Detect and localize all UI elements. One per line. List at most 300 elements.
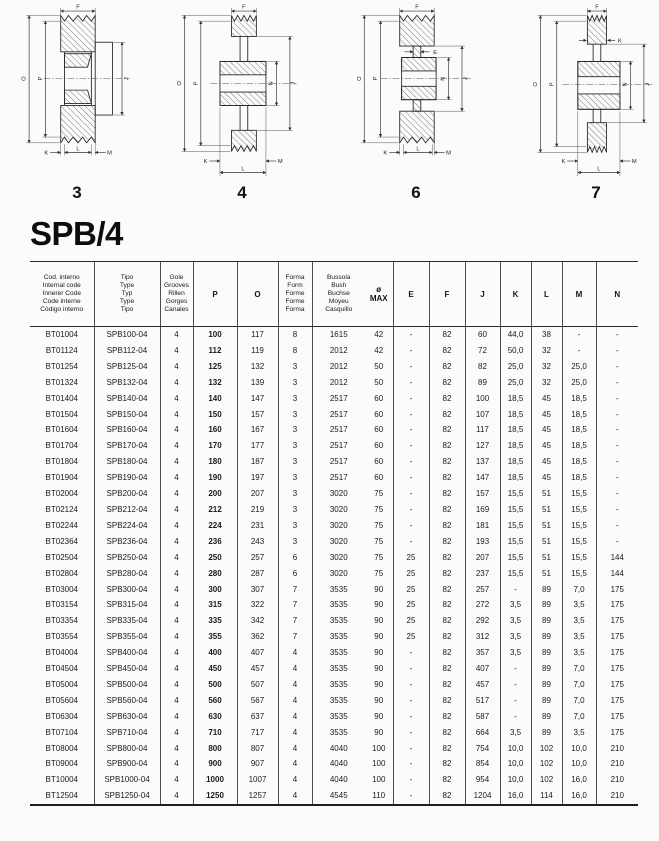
- drawing-number-4: 4: [237, 183, 247, 202]
- table-cell: -: [500, 661, 531, 677]
- table-cell: 3535: [312, 709, 365, 725]
- table-cell: BT02504: [45, 552, 78, 562]
- table-cell: BT01404: [45, 393, 78, 403]
- table-cell: 200: [193, 486, 237, 502]
- table-cell: 3: [278, 534, 312, 550]
- table-cell: 587: [465, 709, 500, 725]
- table-cell: 117: [465, 422, 500, 438]
- table-cell: 82: [429, 375, 465, 391]
- table-cell: 89: [531, 693, 562, 709]
- table-cell: 147: [465, 470, 500, 486]
- drawing-number-3: 3: [72, 183, 82, 202]
- table-cell: SPB140-04: [94, 391, 160, 407]
- table-cell: SPB190-04: [94, 470, 160, 486]
- table-cell: BT01324: [45, 377, 78, 387]
- pulley-section-7-drawing: [521, 2, 659, 184]
- table-cell: 407: [237, 645, 278, 661]
- dim-label-k: K: [44, 150, 49, 157]
- table-row: [30, 438, 638, 454]
- dim-label-f: F: [76, 4, 80, 11]
- table-cell: -: [500, 709, 531, 725]
- table-cell: 90: [374, 632, 384, 642]
- table-row: [30, 741, 638, 757]
- drawing-number-7: 7: [591, 183, 601, 202]
- table-cell: 82: [429, 597, 465, 613]
- table-cell: 7: [278, 613, 312, 629]
- table-cell: 25: [393, 613, 429, 629]
- table-cell: SPB315-04: [94, 597, 160, 613]
- table-cell: -: [393, 327, 429, 343]
- table-cell: 7,0: [562, 677, 596, 693]
- table-cell: 82: [429, 454, 465, 470]
- table-cell: -: [596, 422, 638, 438]
- table-cell: 8: [278, 327, 312, 343]
- table-cell: 630: [193, 709, 237, 725]
- table-cell: 169: [465, 502, 500, 518]
- table-cell: 2012: [312, 343, 365, 359]
- table-cell: -: [596, 375, 638, 391]
- table-cell: 18,5: [500, 438, 531, 454]
- table-cell: 75: [374, 520, 384, 530]
- table-cell: 82: [429, 677, 465, 693]
- table-row: [30, 359, 638, 375]
- table-cell: 175: [596, 629, 638, 645]
- table-cell: 90: [374, 616, 384, 626]
- dim-label-l: L: [597, 166, 601, 173]
- table-cell: BT01504: [45, 409, 78, 419]
- table-cell: 4: [160, 741, 193, 757]
- table-cell: 25: [393, 566, 429, 582]
- header-e: E: [393, 262, 429, 327]
- table-cell: 89: [531, 597, 562, 613]
- table-cell: 89: [531, 725, 562, 741]
- header-bush: Bussola Bush Buchse Moyeu Casquillo: [312, 262, 365, 327]
- table-cell: -: [596, 438, 638, 454]
- table-cell: -: [596, 486, 638, 502]
- table-cell: 100: [465, 391, 500, 407]
- table-cell: 82: [429, 422, 465, 438]
- table-cell: 307: [237, 582, 278, 598]
- table-cell: 3020: [312, 534, 365, 550]
- table-cell: 4: [160, 788, 193, 805]
- table-cell: BT01124: [45, 345, 78, 355]
- table-cell: SPB160-04: [94, 422, 160, 438]
- table-cell: 82: [429, 359, 465, 375]
- table-cell: 3,5: [500, 645, 531, 661]
- table-cell: 45: [531, 438, 562, 454]
- table-cell: 4: [160, 343, 193, 359]
- dim-label-j: J: [645, 82, 652, 86]
- table-row: [30, 502, 638, 518]
- table-cell: 89: [531, 645, 562, 661]
- table-cell: 32: [531, 375, 562, 391]
- table-cell: 82: [429, 407, 465, 423]
- table-cell: 1257: [237, 788, 278, 805]
- table-cell: 3535: [312, 613, 365, 629]
- dim-label-n: N: [622, 82, 629, 87]
- table-cell: 4: [160, 772, 193, 788]
- pulley-section-3-drawing: [2, 2, 152, 184]
- table-cell: 181: [465, 518, 500, 534]
- table-cell: 800: [193, 741, 237, 757]
- table-row: [30, 534, 638, 550]
- table-cell: 16,0: [562, 772, 596, 788]
- table-cell: SPB1000-04: [94, 772, 160, 788]
- table-cell: 32: [531, 343, 562, 359]
- table-cell: SPB125-04: [94, 359, 160, 375]
- table-cell: 2517: [312, 422, 365, 438]
- table-cell: 3,5: [500, 629, 531, 645]
- table-cell: 300: [193, 582, 237, 598]
- drawings-row: [0, 0, 659, 206]
- pulley-section-6-drawing: [341, 2, 491, 184]
- table-row: [30, 772, 638, 788]
- table-cell: -: [393, 422, 429, 438]
- drawing-form-6: [341, 2, 491, 202]
- table-cell: 82: [429, 534, 465, 550]
- table-cell: 100: [193, 327, 237, 343]
- table-cell: -: [596, 518, 638, 534]
- table-cell: 175: [596, 582, 638, 598]
- table-cell: 51: [531, 550, 562, 566]
- table-cell: 212: [193, 502, 237, 518]
- table-cell: 75: [374, 552, 384, 562]
- table-cell: 45: [531, 470, 562, 486]
- table-cell: 3535: [312, 645, 365, 661]
- table-cell: 664: [465, 725, 500, 741]
- table-row: [30, 327, 638, 343]
- table-cell: 18,5: [562, 407, 596, 423]
- table-cell: 637: [237, 709, 278, 725]
- table-cell: -: [393, 502, 429, 518]
- table-cell: 82: [429, 550, 465, 566]
- table-cell: 4: [278, 693, 312, 709]
- table-cell: 3535: [312, 661, 365, 677]
- table-cell: SPB180-04: [94, 454, 160, 470]
- table-cell: 224: [193, 518, 237, 534]
- table-cell: 4040: [312, 772, 365, 788]
- table-cell: 4: [278, 645, 312, 661]
- table-cell: 4: [278, 756, 312, 772]
- table-cell: 407: [465, 661, 500, 677]
- table-cell: 82: [429, 756, 465, 772]
- table-cell: 18,5: [500, 470, 531, 486]
- table-cell: 140: [193, 391, 237, 407]
- table-cell: 60: [374, 409, 384, 419]
- table-cell: 15,5: [500, 502, 531, 518]
- table-row: [30, 391, 638, 407]
- table-cell: 357: [465, 645, 500, 661]
- table-cell: 807: [237, 741, 278, 757]
- table-cell: 4: [278, 661, 312, 677]
- table-cell: 18,5: [500, 454, 531, 470]
- table-cell: 89: [531, 661, 562, 677]
- table-cell: -: [596, 454, 638, 470]
- table-cell: 219: [237, 502, 278, 518]
- header-k: K: [500, 262, 531, 327]
- table-cell: 75: [374, 489, 384, 499]
- table-cell: 4: [160, 486, 193, 502]
- table-cell: SPB236-04: [94, 534, 160, 550]
- table-cell: 7,0: [562, 582, 596, 598]
- table-cell: 236: [193, 534, 237, 550]
- table-cell: 8: [278, 343, 312, 359]
- table-row: [30, 343, 638, 359]
- table-cell: BT01604: [45, 425, 78, 435]
- table-cell: 144: [596, 566, 638, 582]
- table-cell: -: [596, 502, 638, 518]
- table-cell: 342: [237, 613, 278, 629]
- table-cell: 2517: [312, 454, 365, 470]
- header-f: F: [429, 262, 465, 327]
- table-cell: 125: [193, 359, 237, 375]
- drawing-number-6: 6: [411, 183, 421, 202]
- table-cell: 854: [465, 756, 500, 772]
- table-cell: 132: [237, 359, 278, 375]
- table-cell: 457: [465, 677, 500, 693]
- table-cell: 16,0: [500, 788, 531, 805]
- table-cell: SPB300-04: [94, 582, 160, 598]
- table-cell: 18,5: [562, 438, 596, 454]
- dim-label-o: O: [21, 76, 28, 81]
- table-cell: 10,0: [500, 741, 531, 757]
- table-cell: SPB500-04: [94, 677, 160, 693]
- header-type: Tipo Type Typ Type Tipo: [94, 262, 160, 327]
- table-cell: 7: [278, 582, 312, 598]
- table-cell: 82: [429, 343, 465, 359]
- table-cell: 18,5: [562, 391, 596, 407]
- table-cell: 3020: [312, 566, 365, 582]
- header-o: O: [237, 262, 278, 327]
- table-cell: 82: [429, 613, 465, 629]
- table-cell: 15,5: [562, 518, 596, 534]
- table-cell: 15,5: [562, 502, 596, 518]
- table-cell: 190: [193, 470, 237, 486]
- table-row: [30, 422, 638, 438]
- table-cell: 3: [278, 502, 312, 518]
- table-cell: 89: [465, 375, 500, 391]
- header-p: P: [193, 262, 237, 327]
- table-cell: 4: [278, 788, 312, 805]
- table-cell: 4: [160, 677, 193, 693]
- table-cell: 4: [160, 629, 193, 645]
- table-cell: 72: [465, 343, 500, 359]
- table-cell: 4: [160, 725, 193, 741]
- table-cell: 100: [372, 743, 386, 753]
- table-cell: 4: [278, 677, 312, 693]
- table-cell: 25,0: [500, 359, 531, 375]
- table-cell: BT02364: [45, 536, 78, 546]
- table-cell: 51: [531, 486, 562, 502]
- table-cell: SPB100-04: [94, 327, 160, 343]
- table-cell: 3535: [312, 677, 365, 693]
- table-cell: 3535: [312, 725, 365, 741]
- dim-label-o: O: [533, 82, 540, 87]
- table-cell: 38: [531, 327, 562, 343]
- table-cell: 207: [237, 486, 278, 502]
- table-cell: 175: [596, 661, 638, 677]
- table-cell: 82: [429, 645, 465, 661]
- dim-label-o: O: [177, 81, 184, 86]
- table-cell: 4: [160, 407, 193, 423]
- table-cell: 18,5: [562, 454, 596, 470]
- table-cell: 15,5: [562, 534, 596, 550]
- drawing-form-3: [2, 2, 152, 202]
- table-cell: 567: [237, 693, 278, 709]
- table-cell: -: [562, 343, 596, 359]
- table-cell: 3: [278, 359, 312, 375]
- table-cell: 3535: [312, 582, 365, 598]
- table-row: [30, 486, 638, 502]
- table-cell: -: [393, 391, 429, 407]
- dim-label-m: M: [446, 150, 451, 157]
- drawing-form-4: [167, 2, 317, 202]
- table-cell: 3535: [312, 629, 365, 645]
- table-cell: -: [393, 693, 429, 709]
- table-cell: 18,5: [562, 422, 596, 438]
- table-cell: 102: [531, 741, 562, 757]
- table-cell: 7,0: [562, 661, 596, 677]
- table-cell: 4040: [312, 741, 365, 757]
- table-cell: BT02124: [45, 504, 78, 514]
- table-cell: -: [393, 343, 429, 359]
- table-cell: 507: [237, 677, 278, 693]
- table-cell: 89: [531, 613, 562, 629]
- table-cell: 4: [160, 597, 193, 613]
- table-cell: 3,5: [562, 613, 596, 629]
- table-cell: -: [393, 772, 429, 788]
- table-cell: 322: [237, 597, 278, 613]
- table-cell: 4: [160, 518, 193, 534]
- table-cell: 457: [237, 661, 278, 677]
- table-row: [30, 693, 638, 709]
- table-cell: 2517: [312, 407, 365, 423]
- table-row: [30, 454, 638, 470]
- table-cell: SPB800-04: [94, 741, 160, 757]
- table-cell: 10,0: [562, 741, 596, 757]
- table-cell: 60: [374, 425, 384, 435]
- table-row: [30, 613, 638, 629]
- header-internal-code: Cod. interno Internal code Innerer Code Code interne Còdigo interno: [30, 262, 94, 327]
- table-cell: -: [393, 741, 429, 757]
- table-cell: -: [596, 343, 638, 359]
- table-cell: 45: [531, 407, 562, 423]
- table-cell: 82: [429, 391, 465, 407]
- table-cell: BT05004: [45, 679, 78, 689]
- table-cell: 210: [596, 788, 638, 805]
- table-cell: 180: [193, 454, 237, 470]
- table-cell: 114: [531, 788, 562, 805]
- table-cell: 4: [160, 693, 193, 709]
- table-cell: 82: [429, 772, 465, 788]
- table-cell: 51: [531, 502, 562, 518]
- table-cell: 272: [465, 597, 500, 613]
- table-cell: 1250: [193, 788, 237, 805]
- table-cell: 175: [596, 677, 638, 693]
- dim-label-f: F: [415, 4, 419, 11]
- dim-label-e: E: [433, 50, 438, 57]
- table-cell: -: [393, 407, 429, 423]
- header-n: N: [596, 262, 638, 327]
- table-cell: 7,0: [562, 693, 596, 709]
- table-cell: 2012: [312, 375, 365, 391]
- table-cell: BT10004: [45, 775, 78, 785]
- table-cell: 75: [374, 568, 384, 578]
- header-j: J: [465, 262, 500, 327]
- table-cell: 4545: [312, 788, 365, 805]
- dim-label-m: M: [631, 159, 637, 166]
- header-grooves: Gole Grooves Rillen Gorges Canales: [160, 262, 193, 327]
- table-cell: 102: [531, 772, 562, 788]
- table-cell: 3020: [312, 486, 365, 502]
- table-cell: 75: [374, 536, 384, 546]
- table-cell: 147: [237, 391, 278, 407]
- table-cell: -: [393, 677, 429, 693]
- table-row: [30, 566, 638, 582]
- table-cell: -: [393, 661, 429, 677]
- dim-label-k: K: [561, 159, 566, 166]
- table-cell: 110: [365, 788, 393, 805]
- table-cell: -: [562, 327, 596, 343]
- table-cell: SPB560-04: [94, 693, 160, 709]
- table-cell: 3020: [312, 518, 365, 534]
- table-cell: 210: [596, 772, 638, 788]
- table-cell: 450: [193, 661, 237, 677]
- table-row: [30, 582, 638, 598]
- table-cell: 89: [531, 582, 562, 598]
- table-cell: 6: [278, 550, 312, 566]
- table-cell: -: [393, 518, 429, 534]
- table-cell: 82: [429, 486, 465, 502]
- table-cell: 1204: [465, 788, 500, 805]
- table-row: [30, 756, 638, 772]
- table-cell: 362: [237, 629, 278, 645]
- table-cell: 16,0: [562, 788, 596, 805]
- dim-label-p: P: [38, 76, 45, 81]
- table-cell: 2012: [312, 359, 365, 375]
- table-row: [30, 407, 638, 423]
- table-cell: 4: [160, 582, 193, 598]
- dim-label-j: J: [123, 77, 130, 81]
- table-cell: 3,5: [562, 725, 596, 741]
- table-row: [30, 518, 638, 534]
- table-cell: BT09004: [45, 759, 78, 769]
- table-cell: 42: [374, 345, 384, 355]
- table-cell: 51: [531, 518, 562, 534]
- table-cell: 3535: [312, 597, 365, 613]
- table-cell: SPB335-04: [94, 613, 160, 629]
- table-row: [30, 645, 638, 661]
- table-cell: 82: [429, 741, 465, 757]
- dim-label-l: L: [416, 146, 420, 153]
- table-cell: 127: [465, 438, 500, 454]
- table-cell: BT12504: [30, 788, 94, 805]
- table-cell: 3: [278, 375, 312, 391]
- table-cell: -: [393, 486, 429, 502]
- dim-label-l: L: [241, 166, 245, 173]
- table-cell: 560: [193, 693, 237, 709]
- table-cell: 3,5: [500, 613, 531, 629]
- table-cell: 3020: [312, 550, 365, 566]
- table-row: [30, 629, 638, 645]
- table-cell: SPB710-04: [94, 725, 160, 741]
- table-cell: SPB150-04: [94, 407, 160, 423]
- table-cell: 119: [237, 343, 278, 359]
- table-cell: 3,5: [500, 597, 531, 613]
- table-cell: 4: [160, 709, 193, 725]
- table-cell: 1615: [312, 327, 365, 343]
- table-cell: 4: [160, 470, 193, 486]
